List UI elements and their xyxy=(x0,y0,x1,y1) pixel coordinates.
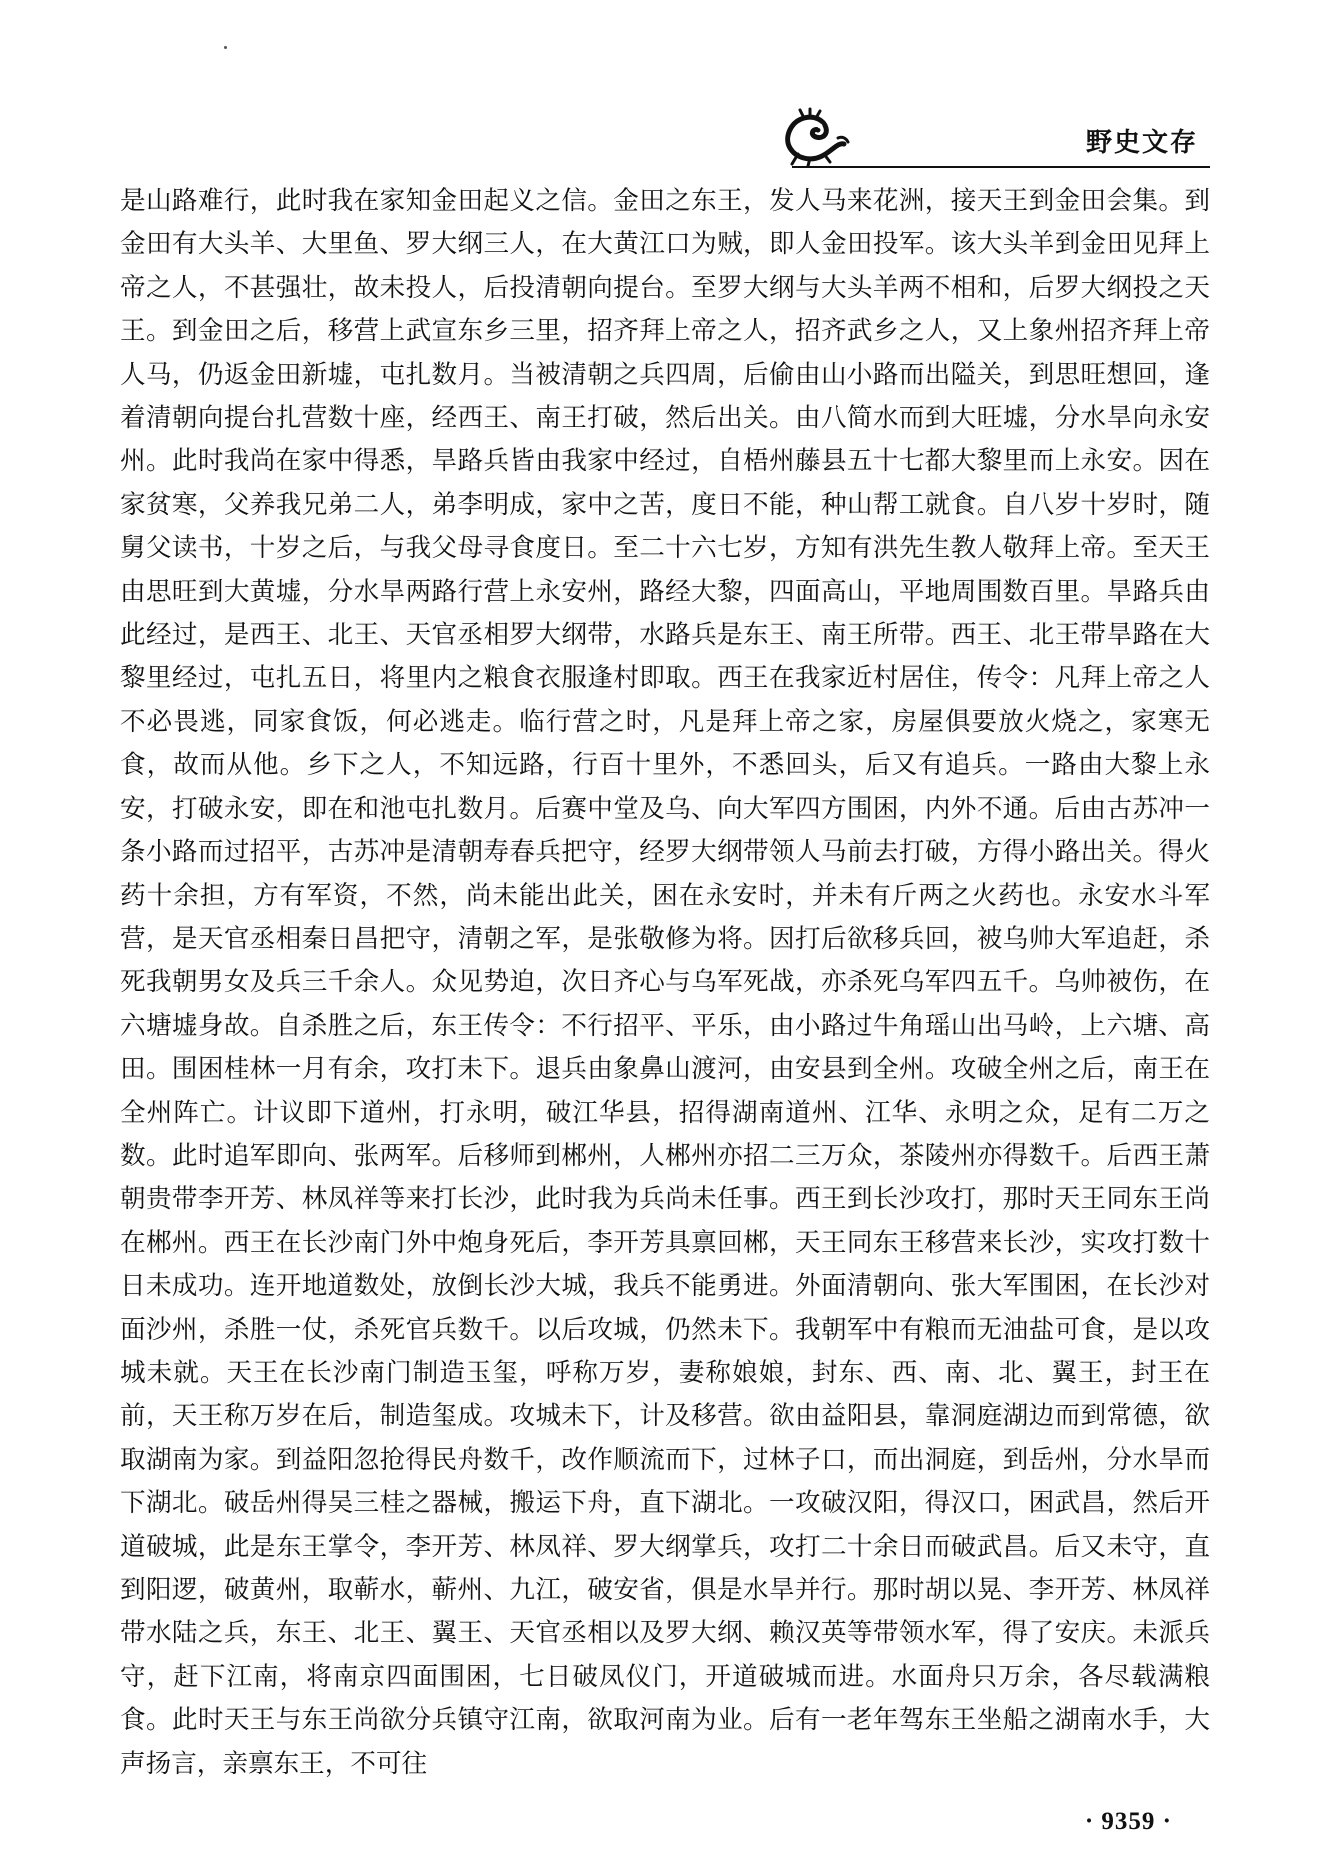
series-title: 野史文存 xyxy=(1085,128,1198,158)
body-text: 是山路难行，此时我在家知金田起义之信。金田之东王，发人马来花洲，接天王到金田会集。到金田有大头羊、大里鱼、罗大纲三人，在大黄江口为贼，即人金田投军。该大头羊到金田见拜上帝之人，不甚强壮，故未投人，后投清朝向提台。至罗大纲与大头羊两不相和，后罗大纲投之天王。到金田之后，移营上武宣东乡三里，招齐拜上帝之人，招齐武乡之人，又上象州招齐拜上帝人马，仍返金田新墟，屯扎数月。当被清朝之兵四周，后偷由山小路而出隘关，到思旺想回，逢着清朝向提台扎营数十座，经西王、南王打破，然后出关。由八简水而到大旺墟，分水旱向永安州。此时我尚在家中得悉，旱路兵皆由我家中经过，自梧州藤县五十七都大黎里而上永安。因在家贫寒，父养我兄弟二人，弟李明成，家中之苦，度日不能，种山帮工就食。自八岁十岁时，随舅父读书，十岁之后，与我父母寻食度日。至二十六七岁，方知有洪先生教人敬拜上帝。至天王由思旺到大黄墟，分水旱两路行营上永安州，路经大黎，四面高山，平地周围数百里。旱路兵由此经过，是西王、北王、天官丞相罗大纲带，水路兵是东王、南王所带。西王、北王带旱路在大黎里经过，屯扎五日，将里内之粮食衣服逢村即取。西王在我家近村居住，传令：凡拜上帝之人不必畏逃，同家食饭，何必逃走。临行营之时，凡是拜上帝之家，房屋俱要放火烧之，家寒无食，故而从他。乡下之人，不知远路，行百十里外，不悉回头，后又有追兵。一路由大黎上永安，打破永安，即在和池屯扎数月。后赛中堂及乌、向大军四方围困，内外不通。后由古苏冲一条小路而过招平，古苏冲是清朝寿春兵把守，经罗大纲带领人马前去打破，方得小路出关。得火药十余担，方有军资，不然，尚未能出此关，困在永安时，并未有斤两之火药也。永安水斗军营，是天官丞相秦日昌把守，清朝之军，是张敬修为将。因打后欲移兵回，被乌帅大军追赶，杀死我朝男女及兵三千余人。众见势迫，次日齐心与乌军死战，亦杀死乌军四五千。乌帅被伤，在六塘墟身故。自杀胜之后，东王传令：不行招平、平乐，由小路过牛角瑶山出马岭，上六塘、高田。围困桂林一月有余，攻打未下。退兵由象鼻山渡河，由安县到全州。攻破全州之后，南王在全州阵亡。计议即下道州，打永明，破江华县，招得湖南道州、江华、永明之众，足有二万之数。此时追军即向、张两军。后移师到郴州，人郴州亦招二三万众，茶陵州亦得数千。后西王萧朝贵带李开芳、林凤祥等来打长沙，此时我为兵尚未任事。西王到长沙攻打，那时天王同东王尚在郴州。西王在长沙南门外中炮身死后，李开芳具禀回郴，天王同东王移营来长沙，实攻打数十日未成功。连开地道数处，放倒长沙大城，我兵不能勇进。外面清朝向、张大军围困，在长沙对面沙州，杀胜一仗，杀死官兵数千。以后攻城，仍然未下。我朝军中有粮而无油盐可食，是以攻城未就。天王在长沙南门制造玉玺，呼称万岁，妻称娘娘，封东、西、南、北、翼王，封王在前，天王称万岁在后，制造玺成。攻城未下，计及移营。欲由益阳县，靠洞庭湖边而到常德，欲取湖南为家。到益阳忽抢得民舟数千，改作顺流而下，过林子口，而出洞庭，到岳州，分水旱而下湖北。破岳州得吴三桂之器械，搬运下舟，直下湖北。一攻破汉阳，得汉口，困武昌，然后开道破城，此是东王掌令，李开芳、林凤祥、罗大纲掌兵，攻打二十余日而破武昌。后又未守，直到阳逻，破黄州，取蕲水，蕲州、九江，破安省，俱是水旱并行。那时胡以晃、李开芳、林凤祥带水陆之兵，东王、北王、翼王、天官丞相以及罗大纲、赖汉英等带领水军，得了安庆。未派兵守，赶下江南，将南京四面围困，七日破凤仪门，开道破城而进。水面舟只万余，各尽载满粮食。此时天王与东王尚欲分兵镇守江南，欲取河南为业。后有一老年驾东王坐船之湖南水手，大声扬言，亲禀东王，不可往 xyxy=(120,186,1210,1779)
page-number: · 9359 · xyxy=(1084,1808,1172,1835)
scan-speck xyxy=(224,46,227,49)
dragon-emblem-icon xyxy=(780,108,850,168)
page-header xyxy=(780,108,1210,168)
header-divider xyxy=(792,166,1210,168)
